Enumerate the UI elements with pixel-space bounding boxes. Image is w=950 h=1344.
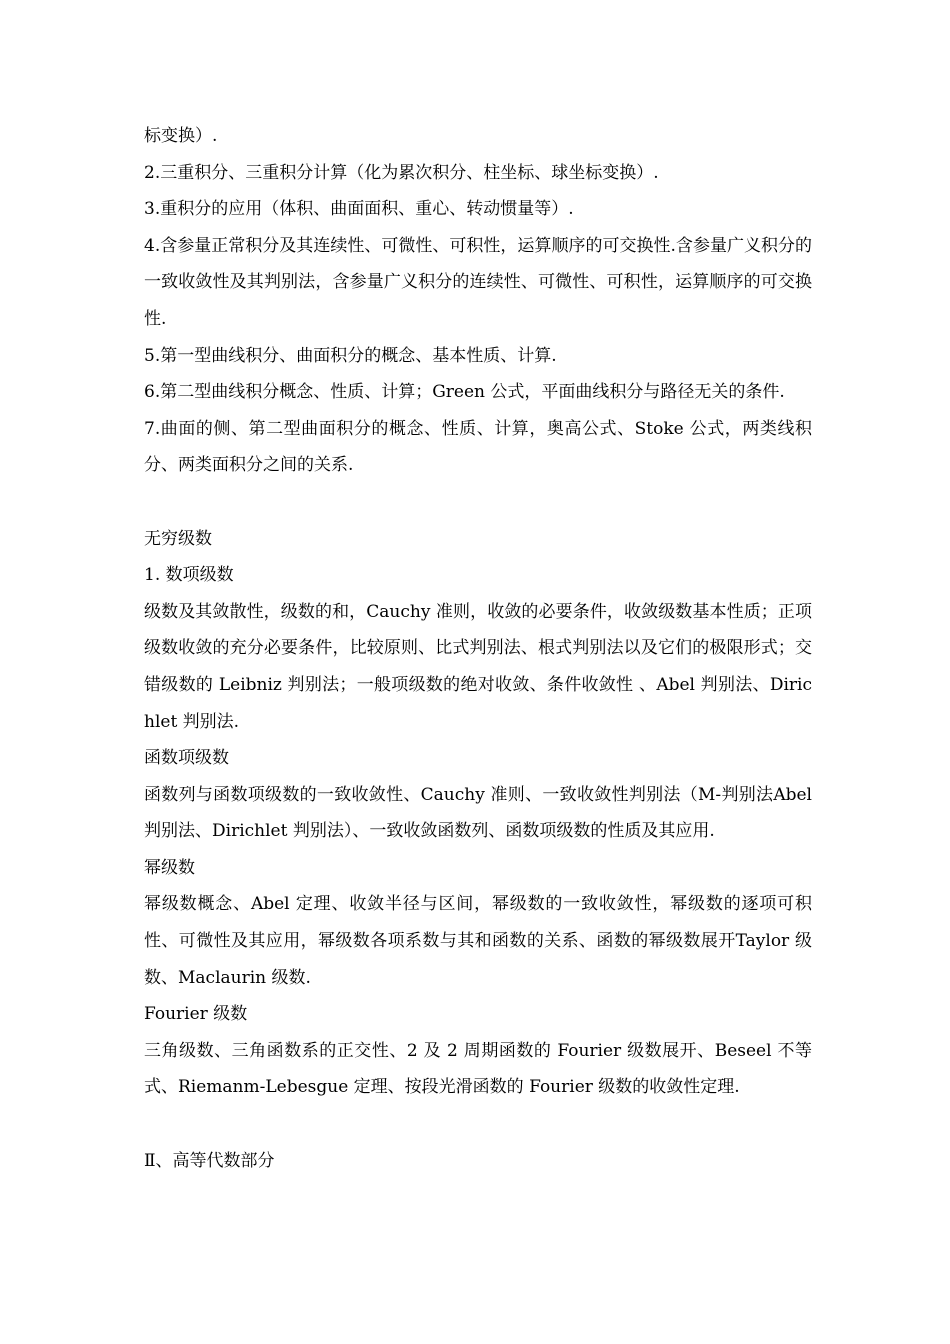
- subheading-numeric-series: 1. 数项级数: [144, 565, 234, 586]
- paragraph-power-series: 幂级数概念、Abel 定理、收敛半径与区间，幂级数的一致收敛性，幂级数的逐项可积性、可微性及其应用，幂级数各项系数与其和函数的关系、函数的幂级数展开Taylor 级数、Maclaurin 级数.: [144, 894, 812, 988]
- blank-line: [144, 1106, 812, 1143]
- blank-line: [144, 484, 812, 521]
- subheading-function-series: 函数项级数: [144, 748, 229, 769]
- paragraph-fourier-series: 三角级数、三角函数系的正交性、2 及 2 周期函数的 Fourier 级数展开、Beseel 不等式、Riemanm-Lebesgue 定理、按段光滑函数的 Fourier 级数的收敛性定理.: [144, 1040, 812, 1098]
- paragraph-second-type-curve-integral: 6.第二型曲线积分概念、性质、计算；Green 公式，平面曲线积分与路径无关的条件.: [144, 382, 785, 403]
- section-heading-advanced-algebra: Ⅱ、高等代数部分: [144, 1150, 275, 1171]
- paragraph-parametric-integral: 4.含参量正常积分及其连续性、可微性、可积性，运算顺序的可交换性.含参量广义积分的一致收敛性及其判别法，含参量广义积分的连续性、可微性、可积性，运算顺序的可交换性.: [144, 235, 812, 329]
- paragraph-numeric-series: 级数及其敛散性，级数的和，Cauchy 准则，收敛的必要条件，收敛级数基本性质；正项级数收敛的充分必要条件，比较原则、比式判别法、根式判别法以及它们的极限形式；交错级数的 Leibniz 判别法；一般项级数的绝对收敛、条件收敛性 、Abel 判别法、Dirichlet 判别法.: [144, 601, 812, 732]
- section-heading-infinite-series: 无穷级数: [144, 528, 212, 549]
- paragraph-function-series: 函数列与函数项级数的一致收敛性、Cauchy 准则、一致收敛性判别法（M-判别法Abel 判别法、Dirichlet 判别法）、一致收敛函数列、函数项级数的性质及其应用.: [144, 784, 812, 842]
- subheading-fourier-series: Fourier 级数: [144, 1004, 248, 1025]
- paragraph-coordinate-transform-tail: 标变换）.: [144, 126, 218, 146]
- paragraph-triple-integral: 2.三重积分、三重积分计算（化为累次积分、柱坐标、球坐标变换）.: [144, 162, 659, 183]
- paragraph-second-type-surface-integral: 7.曲面的侧、第二型曲面积分的概念、性质、计算，奥高公式、Stoke 公式，两类线积分、两类面积分之间的关系.: [144, 418, 812, 476]
- document-body: [144, 118, 812, 1179]
- paragraph-multiple-integral-application: 3.重积分的应用（体积、曲面面积、重心、转动惯量等）.: [144, 199, 574, 220]
- subheading-power-series: 幂级数: [144, 857, 195, 878]
- paragraph-first-type-integral: 5.第一型曲线积分、曲面积分的概念、基本性质、计算.: [144, 345, 557, 366]
